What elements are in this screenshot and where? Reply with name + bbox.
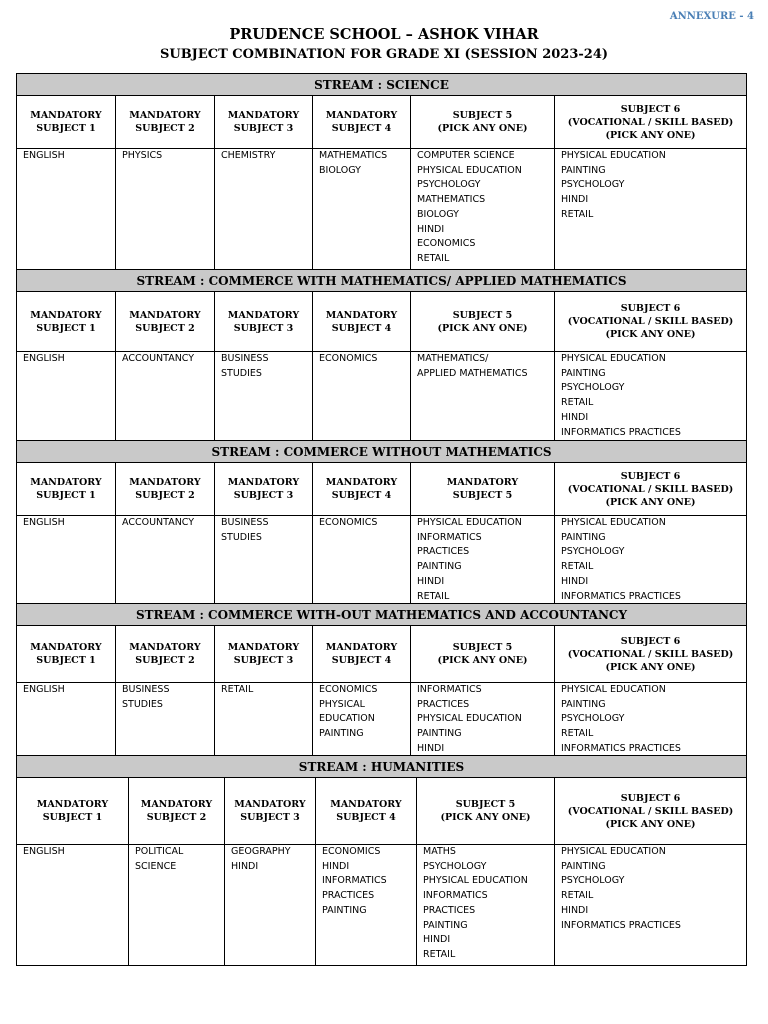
subject-name: PAINTING (322, 904, 367, 916)
subject-cell (555, 845, 747, 966)
column-header-line: MANDATORY (30, 477, 102, 488)
subject-name: INFORMATICS (423, 890, 488, 902)
column-header-line: SUBJECT 1 (36, 322, 96, 334)
subject-name: GEOGRAPHY (231, 846, 291, 857)
subject-name: STUDIES (221, 367, 262, 379)
column-header (411, 626, 555, 683)
subject-name: ACCOUNTANCY (122, 353, 195, 364)
column-header-line: SUBJECT 5 (452, 309, 513, 321)
subject-name: INFORMATICS PRACTICES (561, 590, 681, 602)
column-header-line: (VOCATIONAL / SKILL BASED) (567, 483, 734, 495)
column-header (417, 778, 555, 845)
subject-name: PSYCHOLOGY (561, 546, 625, 558)
column-header-line: SUBJECT 6 (620, 635, 681, 647)
subject-name: PAINTING (561, 367, 606, 379)
subject-name: HINDI (561, 904, 589, 916)
column-header (555, 96, 747, 149)
column-header (129, 778, 225, 845)
column-header-line: SUBJECT 4 (331, 123, 392, 134)
column-header-line: SUBJECT 1 (42, 812, 103, 823)
subject-name: PHYSICAL EDUCATION (417, 164, 522, 176)
column-header (313, 96, 411, 149)
subject-name: PAINTING (423, 919, 468, 931)
subject-name: COMPUTER SCIENCE (417, 150, 515, 161)
subject-name: HINDI (561, 575, 589, 587)
column-header-line: SUBJECT 4 (331, 655, 392, 666)
column-header-line: MANDATORY (234, 799, 306, 810)
column-header-line: MANDATORY (36, 799, 109, 810)
subject-name: EDUCATION (319, 713, 375, 725)
subject-name: BUSINESS (221, 353, 269, 364)
column-header (17, 626, 116, 683)
subject-name: HINDI (423, 934, 451, 946)
column-header-line: SUBJECT 1 (36, 123, 96, 134)
subject-name: PHYSICAL EDUCATION (417, 713, 522, 725)
subject-name: ENGLISH (23, 150, 65, 161)
column-header-line: (PICK ANY ONE) (437, 322, 528, 334)
subject-name: INFORMATICS (417, 684, 482, 695)
column-header-line: SUBJECT 6 (620, 103, 681, 115)
column-header (555, 292, 747, 352)
subject-name: PAINTING (561, 531, 606, 543)
subject-name: PHYSICAL (319, 698, 365, 710)
subject-cell (555, 352, 747, 444)
subject-cell (411, 683, 555, 759)
column-header-line: MANDATORY (446, 477, 519, 488)
column-header-line: SUBJECT 2 (135, 490, 195, 501)
subject-name: APPLIED MATHEMATICS (417, 367, 528, 379)
subject-cell (313, 149, 411, 270)
subject-name: INFORMATICS PRACTICES (561, 919, 681, 931)
column-header-line: (VOCATIONAL / SKILL BASED) (567, 316, 734, 327)
subject-cell (313, 516, 411, 607)
column-header-line: MANDATORY (325, 477, 398, 488)
subject-name: PHYSICAL EDUCATION (417, 517, 522, 528)
subject-cell (17, 352, 116, 444)
column-header-line: MANDATORY (227, 642, 300, 653)
column-header-line: (PICK ANY ONE) (440, 812, 531, 823)
subject-name: PSYCHOLOGY (561, 875, 625, 887)
column-header (17, 96, 116, 149)
column-header-line: SUBJECT 5 (452, 642, 513, 653)
column-header (313, 626, 411, 683)
column-header (17, 292, 116, 352)
column-header (17, 463, 116, 516)
subject-name: RETAIL (423, 948, 456, 960)
subject-name: HINDI (561, 411, 589, 423)
column-header-line: SUBJECT 6 (620, 470, 681, 482)
subject-name: BIOLOGY (319, 164, 361, 176)
column-header-line: MANDATORY (325, 309, 398, 321)
subject-name: PSYCHOLOGY (561, 382, 625, 394)
subject-name: PAINTING (561, 860, 606, 872)
subject-name: PAINTING (417, 561, 462, 573)
subject-cell (411, 516, 555, 607)
subject-cell (411, 352, 555, 444)
column-header-line: (PICK ANY ONE) (605, 818, 696, 830)
column-header (215, 96, 313, 149)
column-header-line: SUBJECT 2 (135, 123, 195, 134)
subject-name: RETAIL (561, 561, 594, 573)
column-header-line: SUBJECT 6 (620, 303, 681, 314)
column-header (215, 626, 313, 683)
subject-name: ECONOMICS (319, 684, 378, 695)
stream-title: STREAM : COMMERCE WITH MATHEMATICS/ APPLIED MATHEMATICS (17, 270, 747, 292)
subject-name: STUDIES (122, 698, 163, 710)
subject-name: PHYSICAL EDUCATION (561, 150, 666, 161)
subject-name: BUSINESS (221, 517, 269, 528)
school-title: PRUDENCE SCHOOL – ASHOK VIHAR (229, 26, 539, 43)
subject-name: BIOLOGY (417, 208, 459, 220)
subject-name: RETAIL (221, 684, 254, 695)
subject-name: HINDI (417, 742, 445, 754)
subject-name: PRACTICES (322, 890, 375, 902)
subject-name: PRACTICES (417, 698, 470, 710)
subject-cell (215, 149, 313, 270)
subject-cell (17, 149, 116, 270)
column-header-line: SUBJECT 3 (240, 812, 300, 823)
column-header (555, 463, 747, 516)
stream-table (16, 73, 747, 270)
subject-cell (17, 845, 129, 966)
column-header-line: SUBJECT 6 (620, 792, 681, 804)
subject-name: MATHEMATICS (319, 150, 388, 161)
subject-name: ENGLISH (23, 684, 65, 695)
subject-cell (116, 149, 215, 270)
stream-table (16, 755, 747, 966)
subject-cell (116, 352, 215, 444)
column-header-line: SUBJECT 2 (146, 812, 207, 823)
column-header-line: (PICK ANY ONE) (437, 123, 528, 134)
stream-table (16, 269, 747, 444)
column-header-line: MANDATORY (227, 477, 300, 488)
subject-name: RETAIL (417, 590, 450, 602)
subject-name: PAINTING (561, 164, 606, 176)
stream-title: STREAM : COMMERCE WITHOUT MATHEMATICS (17, 441, 747, 463)
subject-name: PSYCHOLOGY (561, 179, 625, 191)
column-header (411, 96, 555, 149)
subject-name: ECONOMICS (417, 238, 476, 250)
subject-name: PHYSICAL EDUCATION (561, 684, 666, 695)
subject-name: ECONOMICS (322, 846, 381, 857)
document-subtitle: SUBJECT COMBINATION FOR GRADE XI (SESSION 2023-24) (159, 47, 609, 62)
subject-name: INFORMATICS (322, 875, 387, 887)
column-header (17, 778, 129, 845)
subject-name: HINDI (231, 860, 259, 872)
column-header-line: (PICK ANY ONE) (605, 329, 696, 340)
column-header-line: SUBJECT 3 (233, 490, 294, 501)
subject-name: INFORMATICS (417, 531, 482, 543)
subject-name: CHEMISTRY (221, 150, 276, 161)
subject-name: BUSINESS (122, 684, 170, 695)
subject-name: MATHS (423, 846, 456, 857)
subject-cell (411, 149, 555, 270)
column-header-line: MANDATORY (140, 799, 213, 810)
subject-cell (17, 516, 116, 607)
stream-table (16, 440, 747, 607)
subject-cell (17, 683, 116, 759)
column-header (116, 96, 215, 149)
subject-name: RETAIL (561, 208, 594, 220)
subject-name: ENGLISH (23, 517, 65, 528)
column-header (411, 463, 555, 516)
stream-title: STREAM : SCIENCE (17, 74, 747, 96)
subject-name: PRACTICES (417, 546, 470, 558)
subject-name: SCIENCE (135, 860, 177, 872)
subject-cell (225, 845, 316, 966)
subject-cell (555, 149, 747, 270)
stream-title: STREAM : HUMANITIES (17, 756, 747, 778)
subject-name: ECONOMICS (319, 353, 378, 364)
column-header-line: MANDATORY (330, 799, 402, 810)
column-header-line: (PICK ANY ONE) (437, 655, 528, 666)
subject-name: RETAIL (561, 728, 594, 740)
subject-name: ENGLISH (23, 846, 65, 857)
subject-name: POLITICAL (135, 846, 184, 857)
subject-name: PAINTING (417, 728, 462, 740)
subject-name: PRACTICES (423, 904, 476, 916)
subject-name: ECONOMICS (319, 517, 378, 528)
subject-name: PHYSICAL EDUCATION (561, 517, 666, 528)
column-header-line: MANDATORY (129, 642, 201, 653)
column-header-line: SUBJECT 3 (233, 655, 294, 666)
column-header-line: MANDATORY (227, 110, 300, 121)
subject-name: ACCOUNTANCY (122, 517, 195, 528)
column-header (116, 463, 215, 516)
column-header-line: SUBJECT 5 (452, 110, 513, 121)
subject-cell (215, 683, 313, 759)
column-header-line: (PICK ANY ONE) (605, 661, 696, 673)
column-header-line: MANDATORY (30, 309, 102, 321)
column-header-line: (VOCATIONAL / SKILL BASED) (567, 116, 734, 128)
subject-cell (116, 683, 215, 759)
column-header (555, 778, 747, 845)
subject-name: INFORMATICS PRACTICES (561, 426, 681, 438)
column-header-line: (PICK ANY ONE) (605, 129, 696, 141)
subject-cell (555, 516, 747, 607)
column-header-line: SUBJECT 3 (233, 322, 294, 334)
column-header-line: (VOCATIONAL / SKILL BASED) (567, 805, 734, 817)
column-header-line: MANDATORY (129, 110, 201, 121)
annexure-label: ANNEXURE - 4 (669, 11, 754, 22)
subject-name: HINDI (417, 223, 445, 235)
subject-name: RETAIL (561, 890, 594, 902)
column-header-line: MANDATORY (30, 642, 102, 653)
subject-name: PHYSICAL EDUCATION (561, 846, 666, 857)
column-header (313, 463, 411, 516)
subject-cell (116, 516, 215, 607)
subject-name: PSYCHOLOGY (417, 179, 481, 191)
subject-name: RETAIL (417, 252, 450, 264)
column-header-line: SUBJECT 4 (336, 812, 396, 823)
stream-table (16, 603, 747, 759)
subject-name: INFORMATICS PRACTICES (561, 742, 681, 754)
subject-name: PHYSICAL EDUCATION (423, 875, 528, 887)
column-header (225, 778, 316, 845)
subject-name: PAINTING (561, 698, 606, 710)
column-header-line: SUBJECT 1 (36, 655, 96, 666)
column-header-line: SUBJECT 3 (233, 123, 294, 134)
column-header-line: MANDATORY (325, 110, 398, 121)
column-header-line: SUBJECT 2 (135, 322, 195, 334)
column-header-line: MANDATORY (129, 309, 201, 321)
subject-name: PHYSICAL EDUCATION (561, 353, 666, 364)
subject-cell (215, 352, 313, 444)
column-header-line: (VOCATIONAL / SKILL BASED) (567, 648, 734, 660)
subject-name: PHYSICS (122, 150, 163, 161)
subject-name: RETAIL (561, 397, 594, 409)
column-header-line: SUBJECT 5 (452, 490, 513, 501)
column-header (215, 292, 313, 352)
subject-name: HINDI (322, 860, 350, 872)
column-header (215, 463, 313, 516)
column-header (313, 292, 411, 352)
subject-name: PSYCHOLOGY (423, 860, 487, 872)
stream-title: STREAM : COMMERCE WITH-OUT MATHEMATICS AND ACCOUNTANCY (17, 604, 747, 626)
subject-cell (313, 352, 411, 444)
column-header-line: SUBJECT 4 (331, 322, 392, 334)
column-header-line: MANDATORY (129, 477, 201, 488)
column-header-line: SUBJECT 1 (36, 490, 96, 501)
column-header (316, 778, 417, 845)
column-header-line: MANDATORY (30, 110, 102, 121)
column-header-line: SUBJECT 2 (135, 655, 195, 666)
subject-name: HINDI (561, 194, 589, 206)
subject-cell (555, 683, 747, 759)
column-header-line: MANDATORY (325, 642, 398, 653)
column-header-line: (PICK ANY ONE) (605, 496, 696, 508)
subject-cell (417, 845, 555, 966)
subject-name: PSYCHOLOGY (561, 713, 625, 725)
subject-name: MATHEMATICS/ (417, 353, 489, 364)
subject-cell (129, 845, 225, 966)
column-header-line: MANDATORY (227, 309, 300, 321)
column-header (116, 292, 215, 352)
subject-cell (313, 683, 411, 759)
subject-name: PAINTING (319, 728, 364, 740)
subject-name: STUDIES (221, 531, 262, 543)
subject-name: HINDI (417, 575, 445, 587)
column-header-line: SUBJECT 4 (331, 490, 392, 501)
subject-name: ENGLISH (23, 353, 65, 364)
column-header (555, 626, 747, 683)
column-header (116, 626, 215, 683)
subject-cell (316, 845, 417, 966)
column-header-line: SUBJECT 5 (455, 799, 516, 810)
column-header (411, 292, 555, 352)
subject-cell (215, 516, 313, 607)
subject-name: MATHEMATICS (417, 194, 486, 206)
